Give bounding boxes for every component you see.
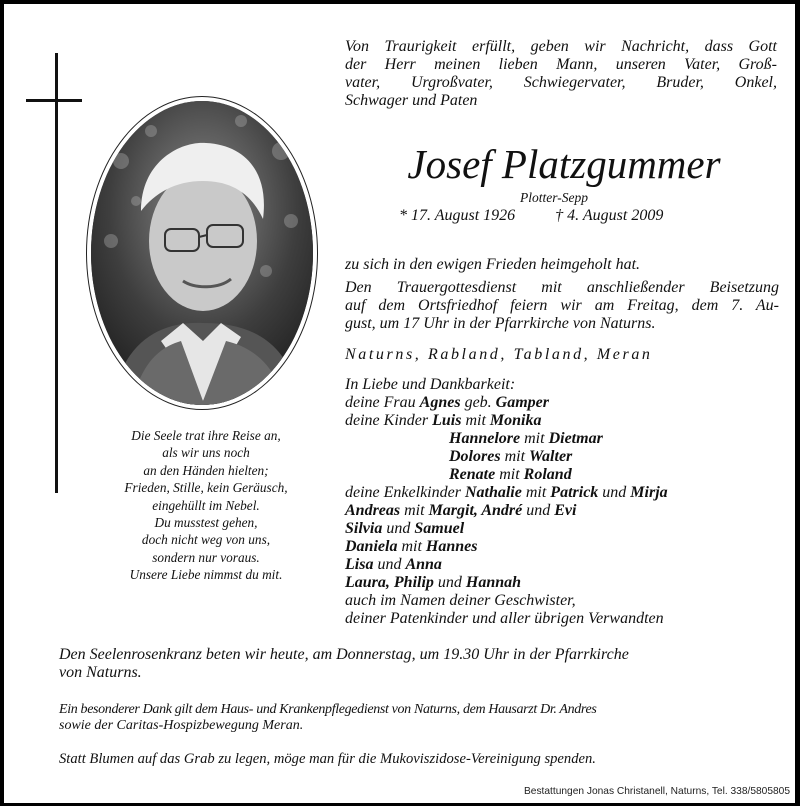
partner-name: Monika	[489, 412, 542, 429]
grandchild-name: Samuel	[414, 520, 465, 537]
rosary-line: Den Seelenrosenkranz beten wir heute, am Donnerstag, um 19.30 Uhr in der Pfarrkirche	[59, 646, 629, 663]
grandchild-name: Patrick	[550, 484, 599, 501]
grandchildren-row	[345, 574, 785, 592]
grandchild-name: Daniela	[345, 538, 398, 555]
portrait-figure	[91, 101, 313, 405]
conjunction: mit	[504, 448, 526, 465]
conjunction: mit	[404, 502, 425, 519]
partner-name: Roland	[523, 466, 572, 483]
child-name: Dolores	[449, 448, 501, 465]
poem-line: eingehüllt im Nebel.	[152, 497, 260, 513]
children-prefix: deine Kinder	[345, 412, 429, 429]
conjunction: mit	[499, 466, 520, 483]
deceased-nickname: Plotter-Sepp	[520, 190, 588, 205]
poem-line: Die Seele trat ihre Reise an,	[131, 428, 281, 443]
partner-name: Walter	[529, 448, 573, 465]
undertaker-credit: Bestattungen Jonas Christanell, Naturns, Tel. 338/5805805	[524, 786, 790, 797]
grandchild-name: Hannes	[425, 538, 478, 555]
closing-line: deiner Patenkinder und aller übrigen Verwandten	[345, 610, 664, 627]
grandchildren-row	[345, 538, 785, 556]
conjunction: und	[386, 520, 411, 537]
conjunction: und	[437, 574, 462, 591]
wife-row	[345, 394, 785, 412]
thanks-line: Ein besonderer Dank gilt dem Haus- und Krankenpflegedienst von Naturns, dem Hausarzt Dr. Andres	[59, 702, 597, 717]
grandchild-name: Margit, André	[428, 502, 523, 519]
thanks-notice	[59, 702, 779, 734]
wife-name: Agnes	[419, 394, 461, 411]
conjunction: mit	[524, 430, 545, 447]
funeral-line: Den Trauergottesdienst mit anschließender Beisetzung	[345, 279, 779, 296]
family-heading: In Liebe und Dankbarkeit:	[345, 376, 516, 393]
poem-line: als wir uns noch	[162, 445, 250, 461]
funeral-info	[345, 279, 779, 333]
family-list	[345, 376, 785, 628]
cross-icon	[55, 53, 58, 493]
intro-line: Schwager und Paten	[345, 92, 478, 109]
children-row	[345, 430, 785, 448]
poem-line: sondern nur voraus.	[152, 549, 260, 565]
grandchild-name: Andreas	[345, 502, 401, 519]
poem-line: doch nicht weg von uns,	[141, 532, 271, 548]
grandchildren-row	[345, 556, 785, 574]
intro-line: der Herr meinen lieben Mann, unseren Vater, Groß-	[345, 56, 777, 73]
wife-born-label: geb.	[464, 394, 492, 411]
grandchild-name: Anna	[405, 556, 442, 573]
conjunction: mit	[525, 484, 547, 501]
conjunction: und	[602, 484, 627, 501]
grandchild-name: Hannah	[465, 574, 522, 591]
child-name: Renate	[449, 466, 496, 483]
child-name: Luis	[432, 412, 462, 429]
grandchild-name: Silvia	[345, 520, 383, 537]
birth-date: * 17. August 1926	[399, 207, 516, 224]
intro-line: Von Traurigkeit erfüllt, geben wir Nachricht, dass Gott	[345, 38, 777, 55]
grandchild-name: Laura, Philip	[345, 574, 434, 591]
deceased-name: Josef Platzgummer	[407, 141, 721, 187]
memorial-poem	[90, 427, 322, 584]
peace-line: zu sich in den ewigen Frieden heimgeholt hat.	[345, 256, 641, 273]
children-row	[345, 466, 785, 484]
partner-name: Dietmar	[548, 430, 603, 447]
grandchild-name: Lisa	[345, 556, 374, 573]
conjunction: und	[377, 556, 402, 573]
portrait-photo	[86, 96, 318, 410]
grandchildren-row	[345, 484, 785, 502]
thanks-line: sowie der Caritas-Hospizbewegung Meran.	[59, 718, 304, 733]
grandchildren-row	[345, 502, 785, 520]
poem-line: Du musstest gehen,	[154, 515, 258, 531]
closing-line: auch im Namen deiner Geschwister,	[345, 592, 576, 609]
intro-text	[345, 38, 777, 110]
donation-notice: Statt Blumen auf das Grab zu legen, möge man für die Mukoviszidose-Vereinigung spenden.	[59, 751, 596, 767]
rosary-notice	[59, 646, 779, 682]
grandchildren-prefix: deine Enkelkinder	[345, 484, 461, 501]
conjunction: und	[526, 502, 551, 519]
conjunction: mit	[465, 412, 486, 429]
poem-line: Frieden, Stille, kein Geräusch,	[124, 480, 288, 496]
wife-maiden-name: Gamper	[495, 394, 549, 411]
conjunction: mit	[401, 538, 422, 555]
cross-icon-bar	[26, 99, 82, 102]
funeral-line: auf dem Ortsfriedhof feiern wir am Freitag, dem 7. Au-	[345, 297, 779, 314]
poem-line: Unsere Liebe nimmst du mit.	[129, 567, 283, 583]
poem-line: an den Händen hielten;	[143, 462, 269, 478]
funeral-line: gust, um 17 Uhr in der Pfarrkirche von Naturns.	[345, 315, 656, 332]
grandchild-name: Evi	[554, 502, 577, 519]
places-line: Naturns, Rabland, Tabland, Meran	[345, 346, 653, 363]
death-date: † 4. August 2009	[555, 207, 664, 224]
children-row	[345, 448, 785, 466]
grandchild-name: Mirja	[630, 484, 668, 501]
wife-prefix: deine Frau	[345, 394, 416, 411]
portrait-image	[91, 101, 313, 405]
child-name: Hannelore	[449, 430, 521, 447]
intro-line: vater, Urgroßvater, Schwiegervater, Bruder, Onkel,	[345, 74, 777, 91]
children-row	[345, 412, 785, 430]
grandchildren-row	[345, 520, 785, 538]
life-dates	[399, 207, 663, 225]
rosary-line: von Naturns.	[59, 664, 142, 681]
grandchild-name: Nathalie	[464, 484, 522, 501]
